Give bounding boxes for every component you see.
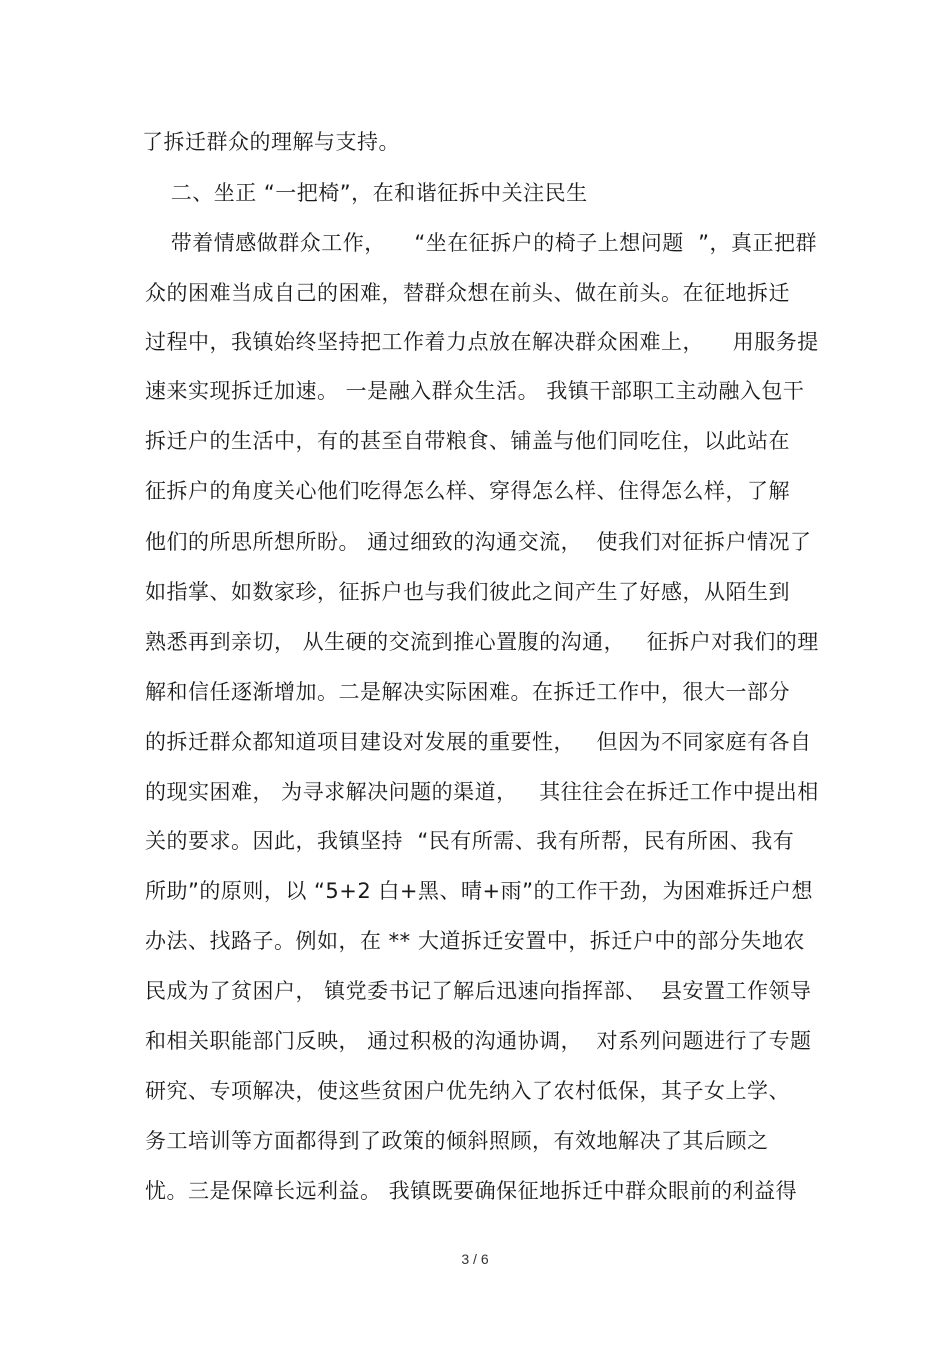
text-line: 的拆迁群众都知道项目建设对发展的重要性， 但因为不同家庭有各自 (145, 730, 812, 754)
text-line: 民成为了贫困户， 镇党委书记了解后迅速向指挥部、 县安置工作领导 (145, 979, 812, 1003)
text-line: 速来实现拆迁加速。 一是融入群众生活。 我镇干部职工主动融入包干 (145, 379, 805, 403)
text-line: 众的困难当成自己的困难，替群众想在前头、做在前头。在征地拆迁 (145, 281, 790, 305)
text-line: 和相关职能部门反映， 通过积极的沟通协调， 对系列问题进行了专题 (145, 1029, 812, 1053)
text-line: 的现实困难， 为寻求解决问题的渠道， 其往往会在拆迁工作中提出相 (145, 780, 819, 804)
text-line: 关的要求。因此，我镇坚持 “民有所需、我有所帮，民有所困、我有 (145, 829, 795, 853)
text-line: 如指掌、如数家珍，征拆户也与我们彼此之间产生了好感，从陌生到 (145, 580, 790, 604)
text-line: 带着情感做群众工作， “坐在征拆户的椅子上想问题 ”，真正把群 (142, 231, 818, 255)
text-line: 研究、专项解决，使这些贫困户优先纳入了农村低保，其子女上学、 (145, 1079, 790, 1103)
text-line: 他们的所思所想所盼。 通过细致的沟通交流， 使我们对征拆户情况了 (145, 530, 812, 554)
text-line: 解和信任逐渐增加。二是解决实际困难。在拆迁工作中，很大一部分 (145, 680, 790, 704)
text-line: 了拆迁群众的理解与支持。 (142, 130, 400, 154)
text-line: 过程中，我镇始终坚持把工作着力点放在解决群众困难上， 用服务提 (145, 330, 819, 354)
text-line: 办法、找路子。例如，在 ** 大道拆迁安置中，拆迁户中的部分失地农 (145, 929, 805, 953)
text-line: 拆迁户的生活中，有的甚至自带粮食、铺盖与他们同吃住，以此站在 (145, 429, 790, 453)
page-number: 3 / 6 (461, 1251, 489, 1267)
text-line: 熟悉再到亲切， 从生硬的交流到推心置腹的沟通， 征拆户对我们的理 (145, 630, 819, 654)
text-line: 忧。三是保障长远利益。 我镇既要确保征地拆迁中群众眼前的利益得 (145, 1179, 798, 1203)
text-line: 所助”的原则，以 “5+2 白+黑、晴+雨”的工作干劲，为困难拆迁户想 (145, 879, 813, 903)
text-line: 征拆户的角度关心他们吃得怎么样、穿得怎么样、住得怎么样，了解 (145, 479, 790, 503)
section-heading: 二、坐正 “一把椅”，在和谐征拆中关注民生 (142, 181, 588, 205)
text-line: 务工培训等方面都得到了政策的倾斜照顾，有效地解决了其后顾之 (145, 1129, 769, 1153)
